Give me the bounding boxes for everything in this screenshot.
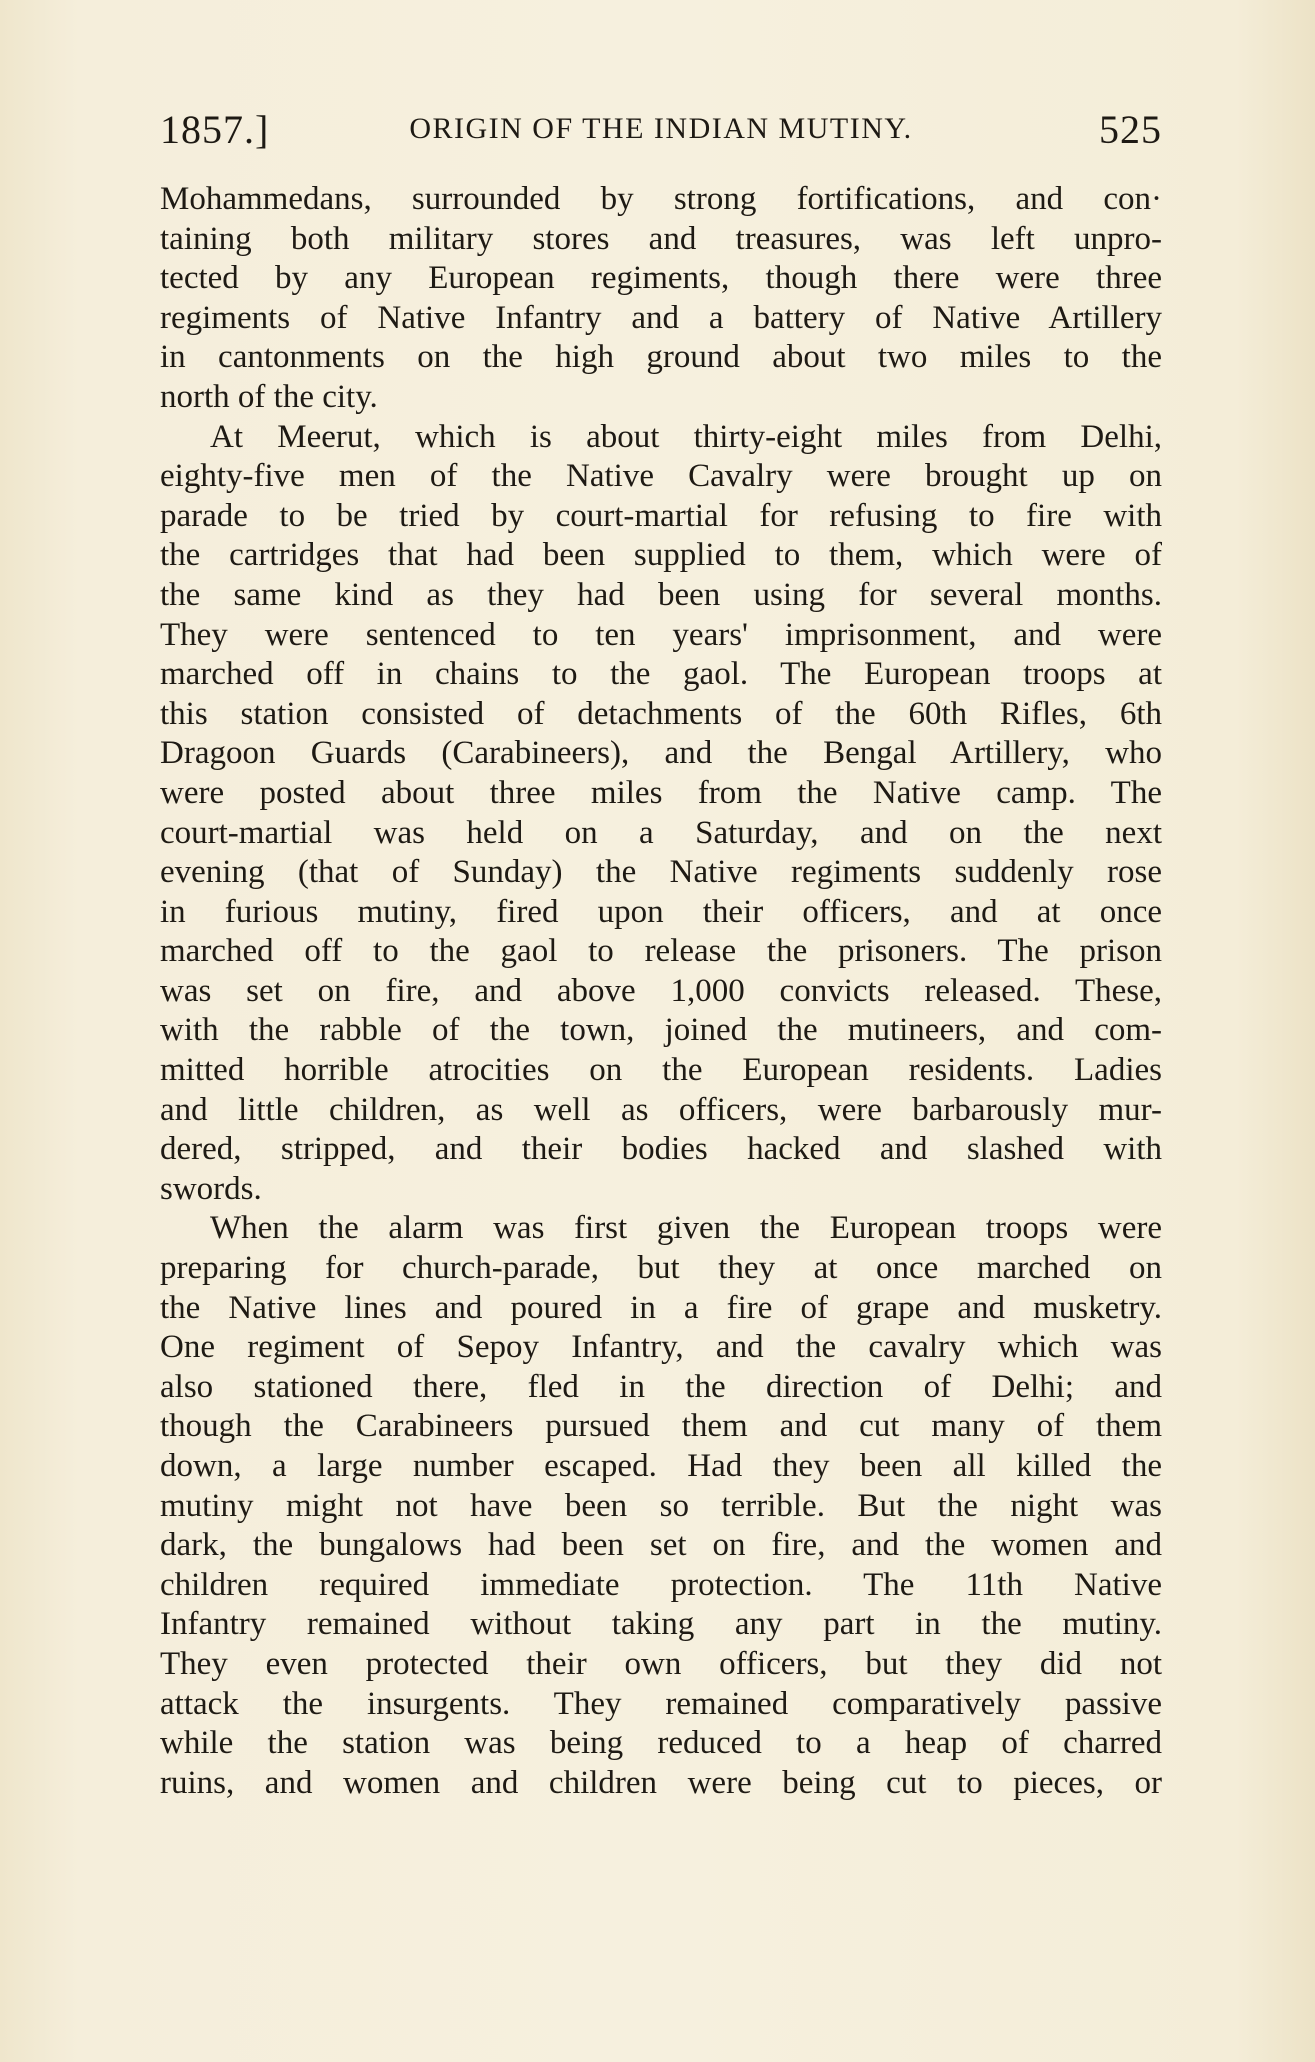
text-line: swords. [160, 1170, 262, 1207]
text-line: with the rabble of the town, joined the mutineers, and com- [160, 1012, 1162, 1049]
text-line: When the alarm was first given the European troops were [210, 1210, 1162, 1247]
body-text [160, 180, 1162, 1803]
text-line: ruins, and women and children were being cut to pieces, or [160, 1764, 1162, 1801]
text-line: the Native lines and poured in a fire of grape and musketry. [160, 1289, 1162, 1326]
text-line: mitted horrible atrocities on the European residents. Ladies [160, 1052, 1162, 1089]
text-line: marched off to the gaol to release the prisoners. The prison [160, 933, 1162, 970]
text-line: marched off in chains to the gaol. The European troops at [160, 656, 1162, 693]
text-line: this station consisted of detachments of the 60th Rifles, 6th [160, 695, 1162, 732]
text-line: court-martial was held on a Saturday, and on the next [160, 814, 1162, 851]
text-line: mutiny might not have been so terrible. But the night was [160, 1487, 1162, 1524]
text-line: Dragoon Guards (Carabineers), and the Bengal Artillery, who [160, 735, 1162, 772]
text-line: Infantry remained without taking any part in the mutiny. [160, 1606, 1162, 1643]
text-line: One regiment of Sepoy Infantry, and the cavalry which was [160, 1329, 1162, 1366]
text-line: dark, the bungalows had been set on fire, and the women and [160, 1527, 1162, 1564]
text-line: eighty-five men of the Native Cavalry were brought up on [160, 458, 1162, 495]
text-line: though the Carabineers pursued them and cut many of them [160, 1408, 1162, 1445]
page-number: 525 [1099, 107, 1162, 152]
text-line: attack the insurgents. They remained comparatively passive [160, 1685, 1162, 1722]
text-line: down, a large number escaped. Had they been all killed the [160, 1448, 1162, 1484]
text-line: was set on fire, and above 1,000 convicts released. These, [160, 972, 1162, 1009]
text-line: were posted about three miles from the Native camp. The [160, 774, 1162, 811]
text-line: also stationed there, fled in the direction of Delhi; and [160, 1368, 1162, 1405]
text-line: They even protected their own officers, but they did not [160, 1645, 1162, 1682]
text-line: while the station was being reduced to a heap of charred [160, 1725, 1162, 1762]
text-line: the cartridges that had been supplied to them, which were of [160, 537, 1162, 574]
text-line: preparing for church-parade, but they at once marched on [160, 1250, 1162, 1287]
text-line: in furious mutiny, fired upon their officers, and at once [160, 893, 1162, 930]
text-line: in cantonments on the high ground about two miles to the [160, 339, 1162, 376]
text-line: the same kind as they had been using for several months. [160, 576, 1162, 613]
header-title: ORIGIN OF THE INDIAN MUTINY. [409, 112, 913, 145]
text-line: regiments of Native Infantry and a battery of Native Artillery [160, 299, 1162, 336]
running-header [160, 106, 1162, 156]
text-line: evening (that of Sunday) the Native regiments suddenly rose [160, 854, 1162, 891]
text-line: north of the city. [160, 378, 378, 415]
text-line: children required immediate protection. The 11th Native [160, 1566, 1162, 1603]
text-line: taining both military stores and treasures, was left unpro- [160, 220, 1162, 257]
header-year: 1857.] [160, 107, 270, 152]
text-line: At Meerut, which is about thirty-eight miles from Delhi, [210, 418, 1162, 455]
text-line: They were sentenced to ten years' imprisonment, and were [160, 616, 1162, 653]
text-line: tected by any European regiments, though there were three [160, 260, 1162, 297]
text-line: and little children, as well as officers, were barbarously mur- [160, 1091, 1162, 1128]
text-line: parade to be tried by court-martial for refusing to fire with [160, 497, 1162, 534]
text-line: Mohammedans, surrounded by strong fortifications, and con· [160, 181, 1162, 217]
text-line: dered, stripped, and their bodies hacked and slashed with [160, 1131, 1162, 1168]
